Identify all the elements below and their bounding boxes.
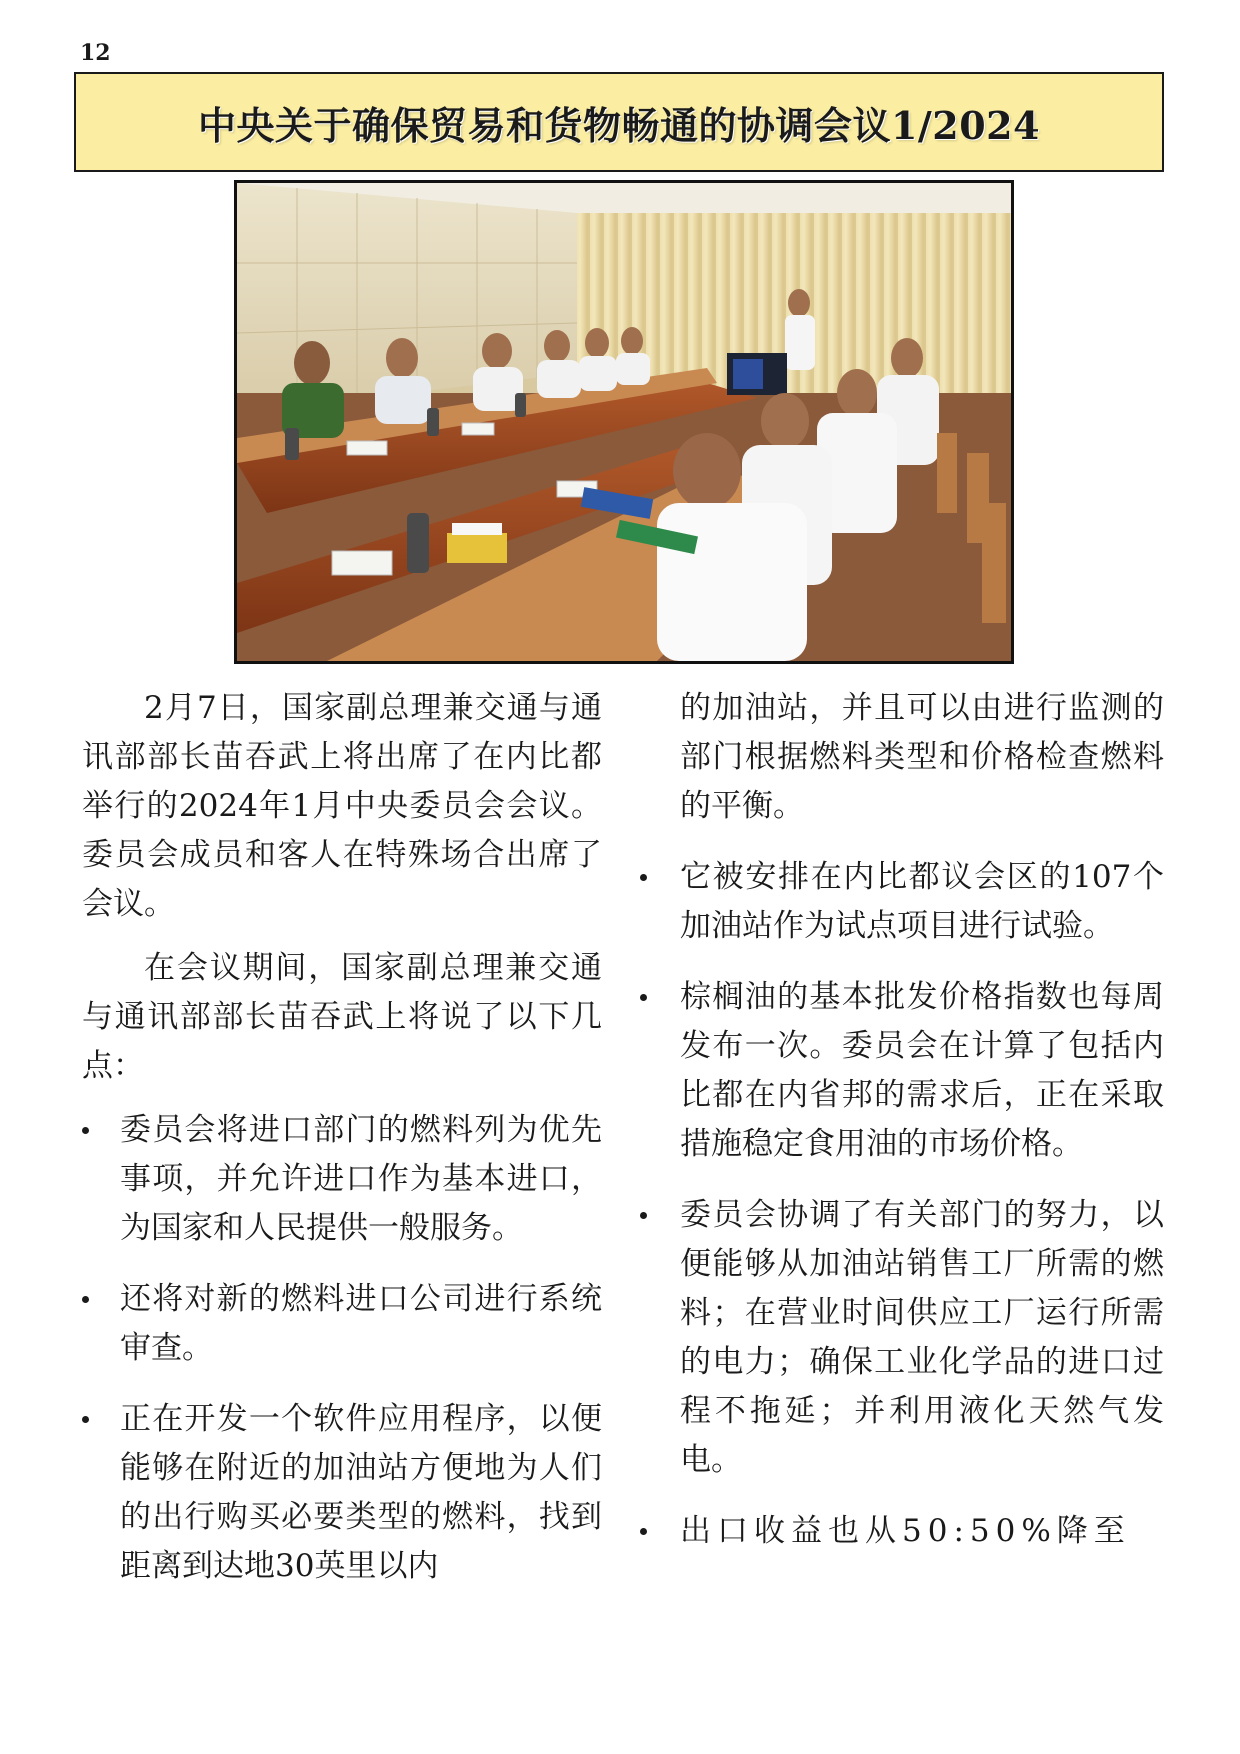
continuation-paragraph: 的加油站，并且可以由进行监测的部门根据燃料类型和价格检查燃料的平衡。 xyxy=(680,690,1164,824)
meeting-photo xyxy=(234,180,1014,664)
bullet-icon xyxy=(82,1296,89,1303)
list-item-text: 它被安排在内比都议会区的107个加油站作为试点项目进行试验。 xyxy=(680,859,1164,944)
list-item-text: 出口收益也从50:50%降至 xyxy=(680,1513,1131,1549)
right-column xyxy=(680,684,1164,1578)
list-item-text: 委员会将进口部门的燃料列为优先事项，并允许进口作为基本进口，为国家和人民提供一般服务。 xyxy=(120,1112,602,1246)
list-item xyxy=(680,1507,1164,1556)
bullet-icon xyxy=(640,1212,647,1219)
points-intro-paragraph: 在会议期间，国家副总理兼交通与通讯部部长苗吞武上将说了以下几点： xyxy=(82,950,602,1084)
list-item xyxy=(82,1395,602,1591)
bullet-icon xyxy=(82,1416,89,1423)
left-column xyxy=(82,684,602,1613)
list-item-text: 棕榈油的基本批发价格指数也每周发布一次。委员会在计算了包括内比都在内省邦的需求后，正在采取措施稳定食用油的市场价格。 xyxy=(680,979,1164,1162)
list-item xyxy=(680,853,1164,951)
bullet-icon xyxy=(640,994,647,1001)
list-item xyxy=(680,973,1164,1169)
left-bullet-list xyxy=(82,1106,602,1591)
list-item xyxy=(82,1275,602,1373)
right-bullet-list xyxy=(680,853,1164,1556)
meeting-room-photo-icon xyxy=(237,183,1011,661)
page-title: 中央关于确保贸易和货物畅通的协调会议1/2024 xyxy=(197,102,1041,148)
page-number: 12 xyxy=(80,40,111,66)
list-item xyxy=(680,1191,1164,1485)
intro-paragraph: 2月7日，国家副总理兼交通与通讯部部长苗吞武上将出席了在内比都举行的2024年1月中央委员会会议。委员会成员和客人在特殊场合出席了会议。 xyxy=(82,690,602,922)
bullet-icon xyxy=(640,874,647,881)
list-item-text: 还将对新的燃料进口公司进行系统审查。 xyxy=(120,1281,602,1366)
bullet-icon xyxy=(640,1528,647,1535)
list-item xyxy=(82,1106,602,1253)
bullet-icon xyxy=(82,1127,89,1134)
list-item-text: 委员会协调了有关部门的努力，以便能够从加油站销售工厂所需的燃料；在营业时间供应工厂运行所需的电力；确保工业化学品的进口过程不拖延；并利用液化天然气发电。 xyxy=(680,1197,1164,1478)
list-item-text: 正在开发一个软件应用程序，以便能够在附近的加油站方便地为人们的出行购买必要类型的燃料，找到距离到达地30英里以内 xyxy=(120,1401,602,1584)
title-banner xyxy=(74,72,1164,172)
